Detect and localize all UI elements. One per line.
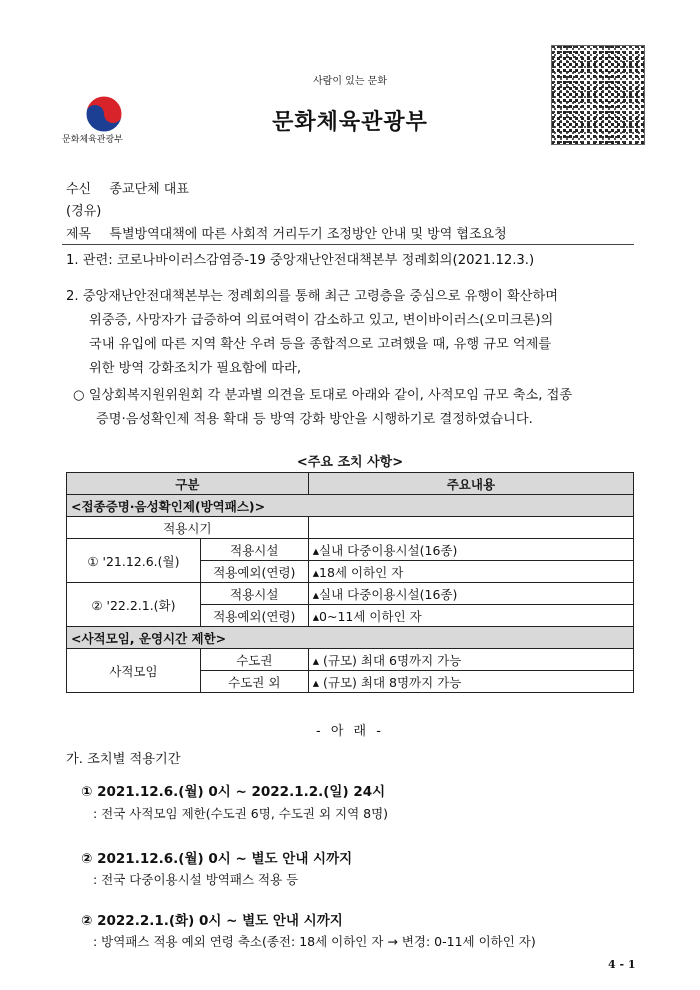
qr-code-icon [551, 45, 645, 145]
table-title: <주요 조치 사항> [296, 455, 404, 470]
period-2-exempt: ▴0~11세 이하인 자 [308, 605, 633, 627]
period-1-exempt: ▴18세 이하인 자 [308, 561, 633, 583]
recipient: 종교단체 대표 [109, 182, 189, 197]
period-2: ② '22.2.1.(화) [67, 583, 201, 627]
schedule-1-body: : 전국 사적모임 제한(수도권 6명, 수도권 외 지역 8명) [93, 806, 389, 821]
table-row [67, 539, 634, 561]
measures-table [66, 472, 634, 693]
facility-label: 적용시설 [200, 583, 308, 605]
period-2-facility: ▴실내 다중이용시설(16종) [308, 583, 633, 605]
non-capital-value: ▴ (규모) 최대 8명까지 가능 [308, 671, 633, 693]
header-category: 구분 [67, 473, 309, 495]
schedule-2-title: ② 2021.12.6.(월) 0시 ~ 별도 안내 시까지 [81, 851, 353, 867]
circle-line-2: 증명·음성확인제 적용 확대 등 방역 강화 방안을 시행하기로 결정하였습니다. [96, 412, 533, 427]
schedule-2-body: : 전국 다중이용시설 방역패스 적용 등 [93, 872, 299, 887]
below-marker: - 아 래 - [316, 724, 384, 739]
table-row [67, 583, 634, 605]
logo-caption: 문화체육관광부 [62, 135, 123, 145]
slogan: 사람이 있는 문화 [313, 76, 387, 87]
exempt-label: 적용예외(연령) [200, 561, 308, 583]
schedule-3-title: ② 2022.2.1.(화) 0시 ~ 별도 안내 시까지 [81, 913, 343, 929]
capital-value: ▴ (규모) 최대 6명까지 가능 [308, 649, 633, 671]
subject: 특별방역대책에 따른 사회적 거리두기 조정방안 안내 및 방역 협조요청 [109, 227, 507, 242]
subject-divider [62, 244, 634, 245]
item-1: 1. 관련: 코로나바이러스감염증-19 중앙재난안전대책본부 정례회의(2021.12.3.) [66, 253, 535, 268]
schedule-3-body: : 방역패스 적용 예외 연령 축소(종전: 18세 이하인 자 → 변경: 0-11세 이하인 자) [93, 934, 536, 949]
section-row [67, 627, 634, 649]
table-header-row [67, 473, 634, 495]
period-1-facility: ▴실내 다중이용시설(16종) [308, 539, 633, 561]
apply-time: 적용시기 [67, 517, 309, 539]
period-1: ① '21.12.6.(월) [67, 539, 201, 583]
non-capital-label: 수도권 외 [200, 671, 308, 693]
header-content: 주요내용 [308, 473, 633, 495]
subject-label: 제목 [66, 227, 92, 242]
section-gathering: <사적모임, 운영시간 제한> [67, 627, 634, 649]
recipient-label: 수신 [66, 182, 92, 197]
capital-label: 수도권 [200, 649, 308, 671]
section-ga: 가. 조치별 적용기간 [66, 752, 181, 767]
item-2-line-2: 위중증, 사망자가 급증하여 의료여력이 감소하고 있고, 변이바이러스(오미크론)의 [89, 313, 554, 328]
section-row [67, 495, 634, 517]
item-2-line-4: 위한 방역 강화조치가 필요함에 따라, [89, 361, 302, 376]
exempt-label: 적용예외(연령) [200, 605, 308, 627]
ministry-title: 문화체육관광부 [272, 110, 428, 135]
item-2-line-1: 2. 중앙재난안전대책본부는 정례회의를 통해 최근 고령층을 중심으로 유행이 확산하며 [66, 289, 558, 304]
item-2-line-3: 국내 유입에 따른 지역 확산 우려 등을 종합적으로 고려했을 때, 유행 규모 억제를 [89, 337, 552, 352]
circle-line-1: ○ 일상회복지원위원회 각 분과별 의견을 토대로 아래와 같이, 사적모임 규모 축소, 접종 [73, 388, 573, 403]
schedule-1-title: ① 2021.12.6.(월) 0시 ~ 2022.1.2.(일) 24시 [81, 784, 386, 800]
via: (경유) [66, 204, 102, 219]
page-number: 4 - 1 [608, 958, 636, 971]
table-row [67, 649, 634, 671]
table-row [67, 517, 634, 539]
gathering-label: 사적모임 [67, 649, 201, 693]
facility-label: 적용시설 [200, 539, 308, 561]
section-pass: <접종증명·음성확인제(방역패스)> [67, 495, 634, 517]
